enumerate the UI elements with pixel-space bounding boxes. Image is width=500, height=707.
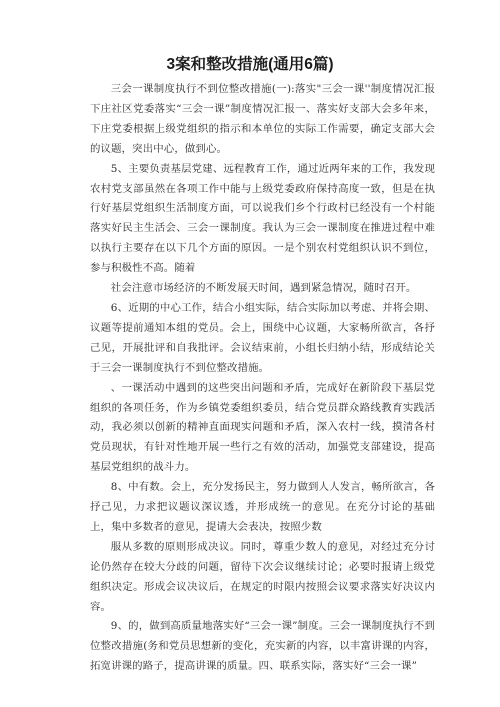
paragraph-8: 9、的，做到高质量地落实好“三会一课”制度。三会一课制度执行不到位整改措施(务和党员思想新的变化，充实新的内容，以丰富讲课的内容，拓宽讲课的路子，提高讲课的质量。四、联系实际，落实好“三会一课” <box>90 620 435 673</box>
paragraph-6: 8、中有数。会上，充分发扬民主，努力做到人人发言，畅所欲言，各抒己见，力求把议题议深议透，并形成统一的意见。在充分讨论的基础上，集中多数者的意见，提请大会表决，按照少数 <box>90 481 435 533</box>
paragraph-2: 5、主要负责基层党建、远程教育工作，通过近两年来的工作，我发现农村党支部虽然在各项工作中能与上级党委政府保持高度一致，但是在执行好基层党组织生活制度方面，可以说我们乡个行政村已经没有一个村能落实好民主生活会、三会一课制度。我认为三会一课制度在推进过程中难以执行主要存在以下几个方面的原因。一是个别农村党组织认识不到位，参与积极性不高。随着 <box>90 162 435 275</box>
paragraph-3: 社会注意市场经济的不断发展天时间，遇到紧急情况，随时召开。 <box>110 282 417 295</box>
document-title: 3案和整改措施(通用6篇) <box>166 56 334 73</box>
paragraph-1: 三会一课制度执行不到位整改措施(一):落实"三会一课''制度情况汇报下庄社区党委落实“三会一课”制度情况汇报一、落实好支部大会多年来，下庄党委根据上级党组织的指示和本单位的实际工作需要，确定支部大会的议题，突出中心，做到心。 <box>90 83 435 155</box>
paragraph-5: 、一课活动中遇到的这些突出问题和矛盾，完成好在新阶段下基层党组织的各项任务，作为乡镇党委组织委员，结合党员群众路线教育实践活动，我必须以创新的精神直面现实问题和矛盾，深入农村一线，摸清各村党员现状，有针对性地开展一些行之有效的活动，加强党支部建设，提高基层党组织的战斗力。 <box>90 381 435 474</box>
document-body <box>90 80 435 677</box>
paragraph-7: 服从多数的原则形成决议。同时，尊重少数人的意见，对经过充分讨论仍然存在较大分歧的问题，留待下次会议继续讨论；必要时报请上级党组织决定。形成会议决议后，在规定的时限内按照会议要求落实好决议内容。 <box>90 540 435 613</box>
paragraph-4: 6、近期的中心工作，结合小组实际，结合实际加以考虑、并将会期、议题等提前通知本组的党员。会上，围绕中心议题，大家畅所欲言，各抒己见，开展批评和自我批评。会议结束前，小组长归纳小结，形成结论关于三会一课制度执行不到位整改措施。 <box>90 301 435 374</box>
